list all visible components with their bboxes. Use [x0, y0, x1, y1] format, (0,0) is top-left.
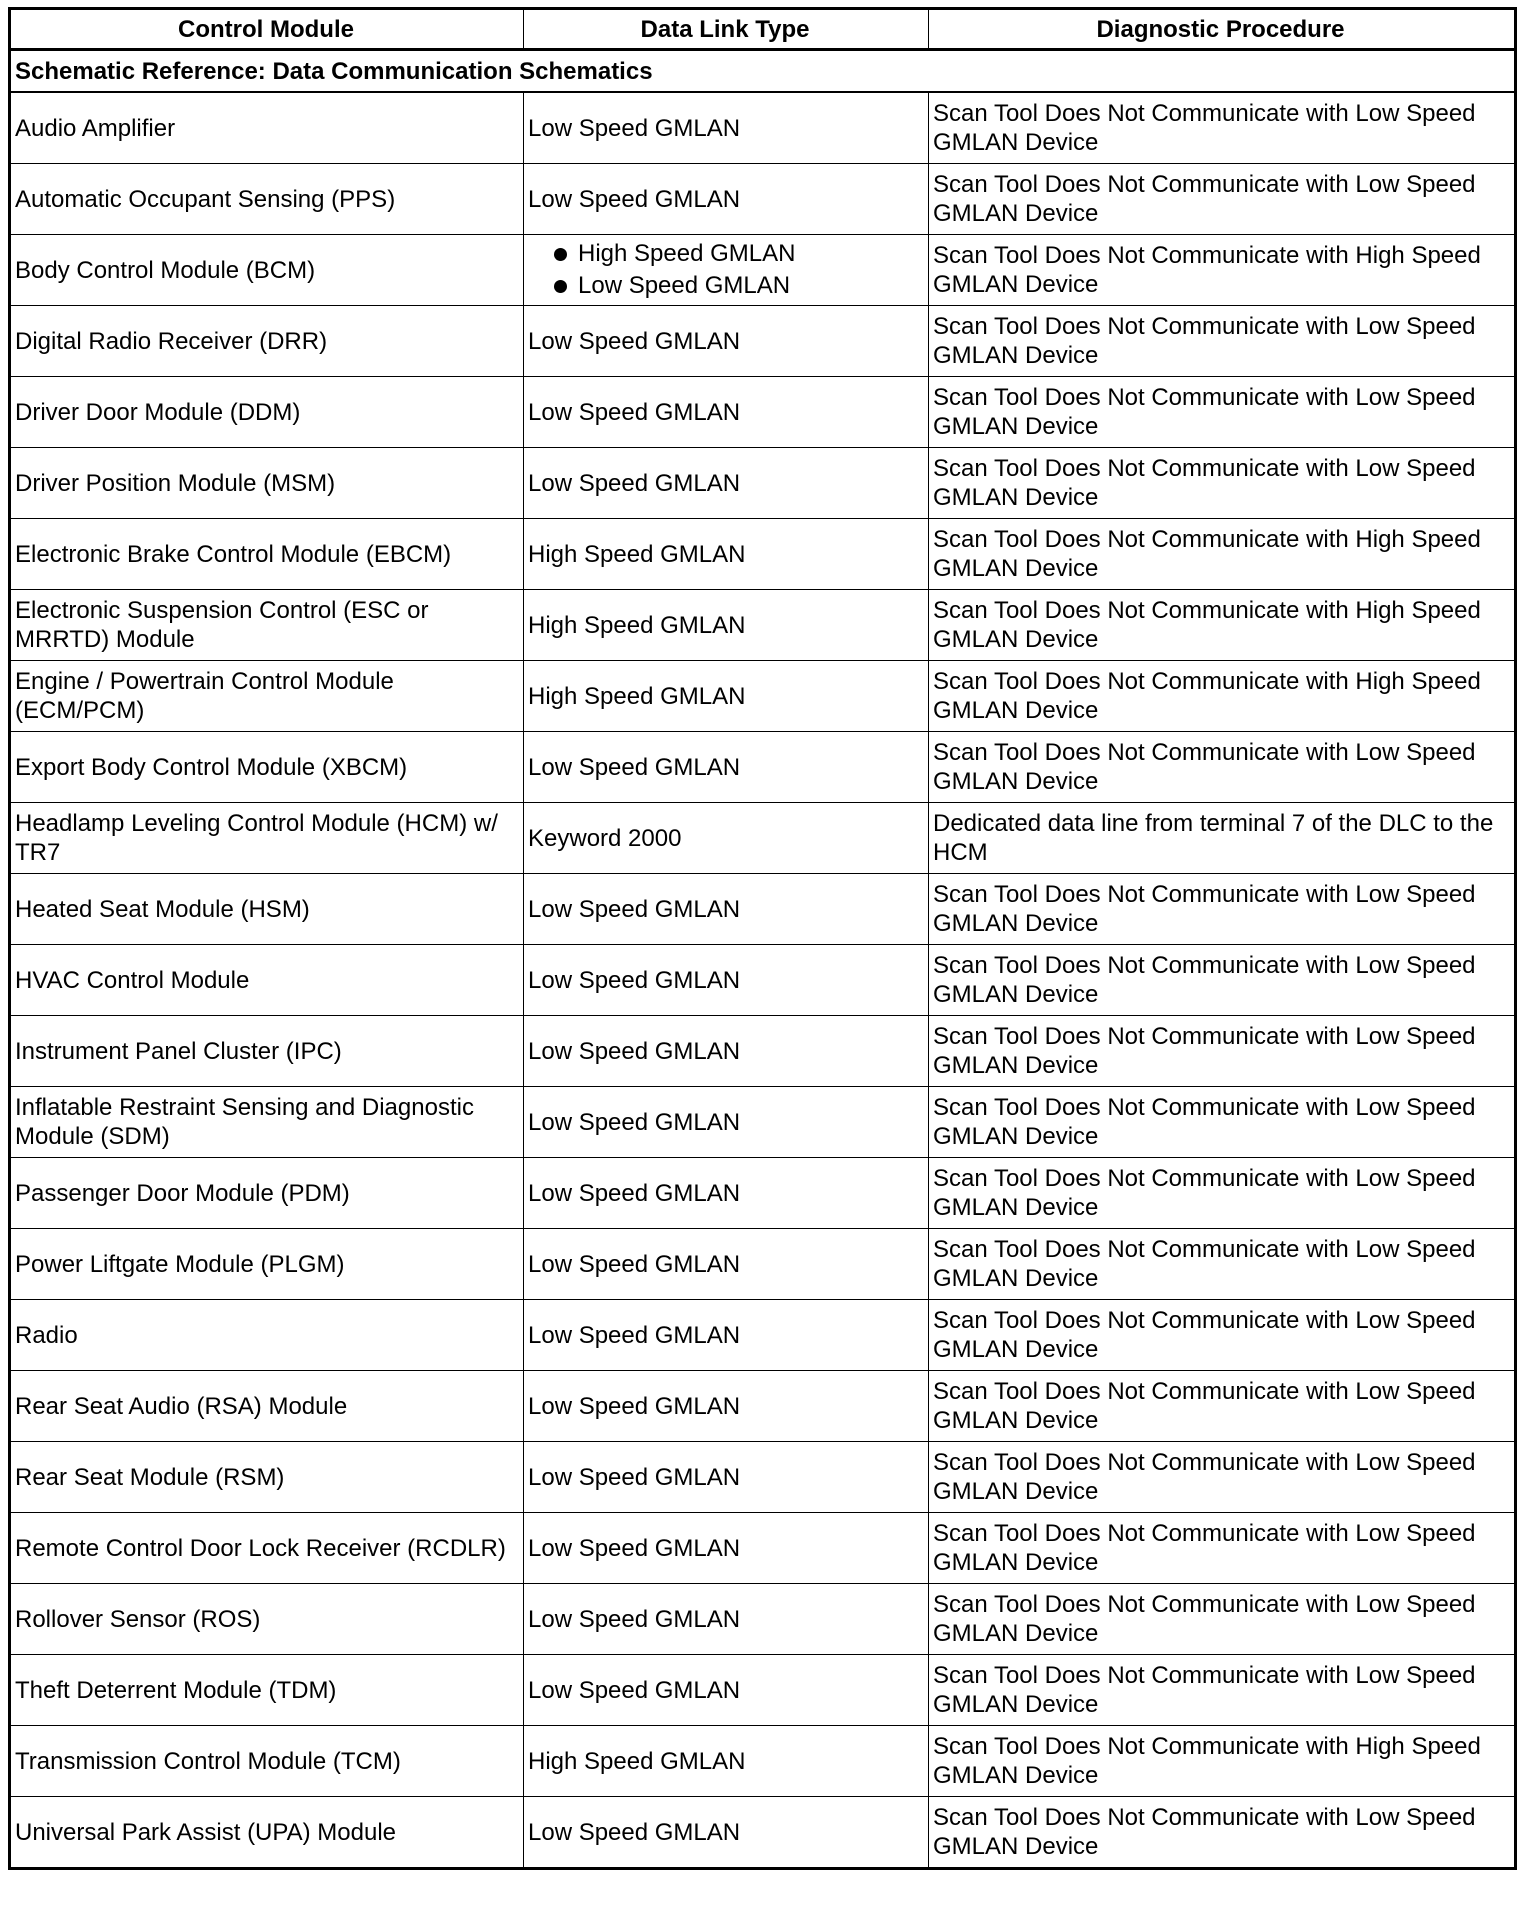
cell-data-link-type: Low Speed GMLAN: [524, 1584, 929, 1655]
cell-control-module: Driver Position Module (MSM): [10, 448, 524, 519]
cell-diagnostic-procedure: Scan Tool Does Not Communicate with Low Speed GMLAN Device: [929, 1158, 1516, 1229]
cell-control-module: Instrument Panel Cluster (IPC): [10, 1016, 524, 1087]
cell-diagnostic-procedure: Scan Tool Does Not Communicate with Low Speed GMLAN Device: [929, 306, 1516, 377]
cell-data-link-type: Low Speed GMLAN: [524, 377, 929, 448]
cell-diagnostic-procedure: Scan Tool Does Not Communicate with Low Speed GMLAN Device: [929, 874, 1516, 945]
data-link-list: [528, 238, 922, 302]
cell-diagnostic-procedure: Scan Tool Does Not Communicate with Low Speed GMLAN Device: [929, 1016, 1516, 1087]
header-diagnostic-procedure: Diagnostic Procedure: [929, 9, 1516, 50]
cell-control-module: Digital Radio Receiver (DRR): [10, 306, 524, 377]
cell-data-link-type: Low Speed GMLAN: [524, 1087, 929, 1158]
table-row: [10, 1726, 1516, 1797]
cell-data-link-type: Low Speed GMLAN: [524, 1300, 929, 1371]
table-row: [10, 1513, 1516, 1584]
cell-diagnostic-procedure: Scan Tool Does Not Communicate with Low Speed GMLAN Device: [929, 1087, 1516, 1158]
cell-diagnostic-procedure: Scan Tool Does Not Communicate with Low Speed GMLAN Device: [929, 1584, 1516, 1655]
table-row: [10, 874, 1516, 945]
table-row: [10, 661, 1516, 732]
table-row: [10, 1655, 1516, 1726]
cell-control-module: Radio: [10, 1300, 524, 1371]
header-data-link-type: Data Link Type: [524, 9, 929, 50]
cell-control-module: Transmission Control Module (TCM): [10, 1726, 524, 1797]
header-control-module: Control Module: [10, 9, 524, 50]
cell-control-module: Rear Seat Module (RSM): [10, 1442, 524, 1513]
schematic-reference-row: [10, 50, 1516, 93]
table-row: [10, 519, 1516, 590]
cell-control-module: Heated Seat Module (HSM): [10, 874, 524, 945]
cell-data-link-type: High Speed GMLAN: [524, 590, 929, 661]
cell-control-module: Body Control Module (BCM): [10, 235, 524, 306]
cell-data-link-type: Low Speed GMLAN: [524, 164, 929, 235]
cell-data-link-type: Low Speed GMLAN: [524, 732, 929, 803]
table-row: [10, 732, 1516, 803]
table-row: [10, 164, 1516, 235]
cell-data-link-type: High Speed GMLAN: [524, 1726, 929, 1797]
cell-diagnostic-procedure: Dedicated data line from terminal 7 of the DLC to the HCM: [929, 803, 1516, 874]
cell-diagnostic-procedure: Scan Tool Does Not Communicate with Low Speed GMLAN Device: [929, 377, 1516, 448]
cell-control-module: Inflatable Restraint Sensing and Diagnostic Module (SDM): [10, 1087, 524, 1158]
cell-diagnostic-procedure: Scan Tool Does Not Communicate with High Speed GMLAN Device: [929, 235, 1516, 306]
control-module-table: [8, 7, 1517, 1870]
table-row: [10, 235, 1516, 306]
table-header-row: [10, 9, 1516, 50]
table-row: [10, 1087, 1516, 1158]
cell-diagnostic-procedure: Scan Tool Does Not Communicate with Low Speed GMLAN Device: [929, 732, 1516, 803]
table-row: [10, 590, 1516, 661]
cell-data-link-type: Low Speed GMLAN: [524, 874, 929, 945]
cell-data-link-type: Low Speed GMLAN: [524, 945, 929, 1016]
table-row: [10, 1584, 1516, 1655]
cell-diagnostic-procedure: Scan Tool Does Not Communicate with Low Speed GMLAN Device: [929, 164, 1516, 235]
table-row: [10, 945, 1516, 1016]
cell-diagnostic-procedure: Scan Tool Does Not Communicate with Low Speed GMLAN Device: [929, 92, 1516, 164]
cell-diagnostic-procedure: Scan Tool Does Not Communicate with Low Speed GMLAN Device: [929, 1371, 1516, 1442]
data-link-list-text: Low Speed GMLAN: [578, 272, 791, 299]
cell-control-module: Passenger Door Module (PDM): [10, 1158, 524, 1229]
cell-diagnostic-procedure: Scan Tool Does Not Communicate with High Speed GMLAN Device: [929, 661, 1516, 732]
table-row: [10, 1016, 1516, 1087]
table-row: [10, 92, 1516, 164]
cell-data-link-type: High Speed GMLAN: [524, 661, 929, 732]
cell-control-module: Electronic Brake Control Module (EBCM): [10, 519, 524, 590]
cell-control-module: Audio Amplifier: [10, 92, 524, 164]
cell-control-module: Export Body Control Module (XBCM): [10, 732, 524, 803]
cell-data-link-type: Keyword 2000: [524, 803, 929, 874]
table-row: [10, 1158, 1516, 1229]
table-row: [10, 1300, 1516, 1371]
data-link-list-item: [558, 270, 922, 302]
cell-diagnostic-procedure: Scan Tool Does Not Communicate with Low Speed GMLAN Device: [929, 1229, 1516, 1300]
cell-control-module: Rear Seat Audio (RSA) Module: [10, 1371, 524, 1442]
cell-diagnostic-procedure: Scan Tool Does Not Communicate with Low Speed GMLAN Device: [929, 945, 1516, 1016]
cell-control-module: Electronic Suspension Control (ESC or MRRTD) Module: [10, 590, 524, 661]
cell-data-link-type: Low Speed GMLAN: [524, 448, 929, 519]
cell-data-link-type: Low Speed GMLAN: [524, 1371, 929, 1442]
cell-control-module: Automatic Occupant Sensing (PPS): [10, 164, 524, 235]
cell-data-link-type: [524, 235, 929, 306]
data-link-list-text: High Speed GMLAN: [578, 240, 796, 267]
cell-diagnostic-procedure: Scan Tool Does Not Communicate with Low Speed GMLAN Device: [929, 448, 1516, 519]
cell-data-link-type: High Speed GMLAN: [524, 519, 929, 590]
cell-data-link-type: Low Speed GMLAN: [524, 1442, 929, 1513]
cell-diagnostic-procedure: Scan Tool Does Not Communicate with Low Speed GMLAN Device: [929, 1513, 1516, 1584]
cell-control-module: Power Liftgate Module (PLGM): [10, 1229, 524, 1300]
cell-control-module: HVAC Control Module: [10, 945, 524, 1016]
table-row: [10, 1797, 1516, 1869]
data-link-list-item: [558, 238, 922, 270]
bullet-icon: [554, 280, 567, 293]
cell-diagnostic-procedure: Scan Tool Does Not Communicate with Low Speed GMLAN Device: [929, 1442, 1516, 1513]
cell-control-module: Engine / Powertrain Control Module (ECM/PCM): [10, 661, 524, 732]
cell-diagnostic-procedure: Scan Tool Does Not Communicate with Low Speed GMLAN Device: [929, 1300, 1516, 1371]
cell-data-link-type: Low Speed GMLAN: [524, 1797, 929, 1869]
table-row: [10, 377, 1516, 448]
cell-diagnostic-procedure: Scan Tool Does Not Communicate with Low Speed GMLAN Device: [929, 1797, 1516, 1869]
cell-control-module: Remote Control Door Lock Receiver (RCDLR): [10, 1513, 524, 1584]
table-row: [10, 1229, 1516, 1300]
cell-control-module: Rollover Sensor (ROS): [10, 1584, 524, 1655]
cell-control-module: Theft Deterrent Module (TDM): [10, 1655, 524, 1726]
cell-data-link-type: Low Speed GMLAN: [524, 306, 929, 377]
cell-data-link-type: Low Speed GMLAN: [524, 1016, 929, 1087]
cell-diagnostic-procedure: Scan Tool Does Not Communicate with Low Speed GMLAN Device: [929, 1655, 1516, 1726]
schematic-reference: Schematic Reference: Data Communication Schematics: [10, 50, 1516, 93]
table-row: [10, 1442, 1516, 1513]
cell-data-link-type: Low Speed GMLAN: [524, 1655, 929, 1726]
cell-control-module: Universal Park Assist (UPA) Module: [10, 1797, 524, 1869]
cell-data-link-type: Low Speed GMLAN: [524, 1229, 929, 1300]
table-row: [10, 448, 1516, 519]
cell-data-link-type: Low Speed GMLAN: [524, 1158, 929, 1229]
table-row: [10, 803, 1516, 874]
cell-control-module: Headlamp Leveling Control Module (HCM) w/ TR7: [10, 803, 524, 874]
cell-diagnostic-procedure: Scan Tool Does Not Communicate with High Speed GMLAN Device: [929, 1726, 1516, 1797]
table-row: [10, 306, 1516, 377]
table-row: [10, 1371, 1516, 1442]
cell-control-module: Driver Door Module (DDM): [10, 377, 524, 448]
cell-data-link-type: Low Speed GMLAN: [524, 92, 929, 164]
bullet-icon: [554, 248, 567, 261]
cell-diagnostic-procedure: Scan Tool Does Not Communicate with High Speed GMLAN Device: [929, 519, 1516, 590]
cell-data-link-type: Low Speed GMLAN: [524, 1513, 929, 1584]
cell-diagnostic-procedure: Scan Tool Does Not Communicate with High Speed GMLAN Device: [929, 590, 1516, 661]
